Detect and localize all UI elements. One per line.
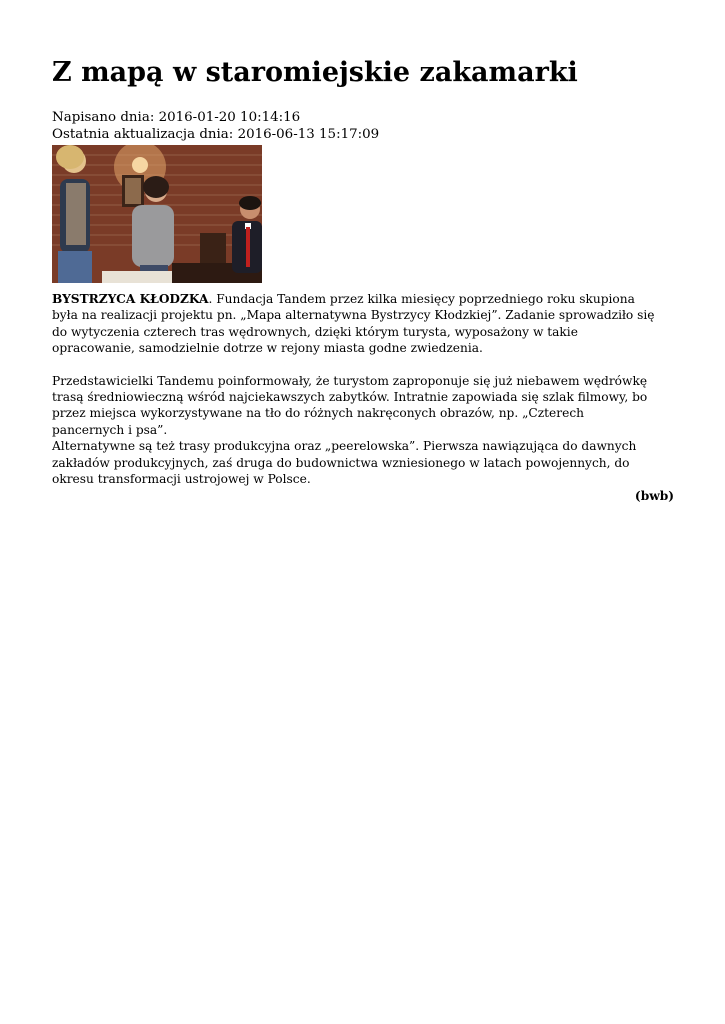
- page-title: Z mapą w staromiejskie zakamarki: [52, 57, 578, 88]
- updated-value: 2016-06-13 15:17:09: [237, 127, 380, 142]
- published-label: Napisano dnia:: [52, 110, 159, 125]
- author-signature: (bwb): [634, 489, 674, 503]
- article-body: [52, 291, 657, 487]
- lead-location: BYSTRZYCA KŁODZKA: [52, 292, 209, 306]
- lead-paragraph: [52, 291, 657, 357]
- article-photo: [52, 145, 262, 283]
- updated-date: [52, 126, 379, 143]
- paragraph-spacer: [52, 357, 657, 373]
- paragraph-2-line-2: Alternatywne są też trasy produkcyjna oraz „peerelowska”. Pierwsza nawiązująca do dawnych zakładów produkcyjnych, zaś druga do budownictwa wzniesionego w latach powojennych, do okresu transformacji ustrojowej w Polsce.: [52, 439, 637, 487]
- article-meta: [52, 109, 379, 143]
- published-value: 2016-01-20 10:14:16: [158, 110, 301, 125]
- lead-text: . Fundacja Tandem przez kilka miesięcy poprzedniego roku skupiona była na realizacji projektu pn. „Mapa alternatywna Bystrzycy Kłodzkiej”. Zadanie sprowadziło się do wytyczenia czterech tras wędrownych, dzięki którym turysta, wyposażony w takie opracowanie, samodzielnie dotrze w rejony miasta godne zwiedzenia.: [52, 292, 655, 356]
- paragraph-2-line-1: Przedstawicielki Tandemu poinformowały, że turystom zaproponuje się już niebawem wędrówkę trasą średniowieczną wśród najciekawszych zabytków. Intratnie zapowiada się szlak filmowy, bo przez miejsca wykorzystywane na tło do różnych nakręconych obrazów, np. „Czterech pancernych i psa”.: [52, 373, 648, 437]
- published-date: [52, 109, 379, 126]
- updated-label: Ostatnia aktualizacja dnia:: [52, 127, 238, 142]
